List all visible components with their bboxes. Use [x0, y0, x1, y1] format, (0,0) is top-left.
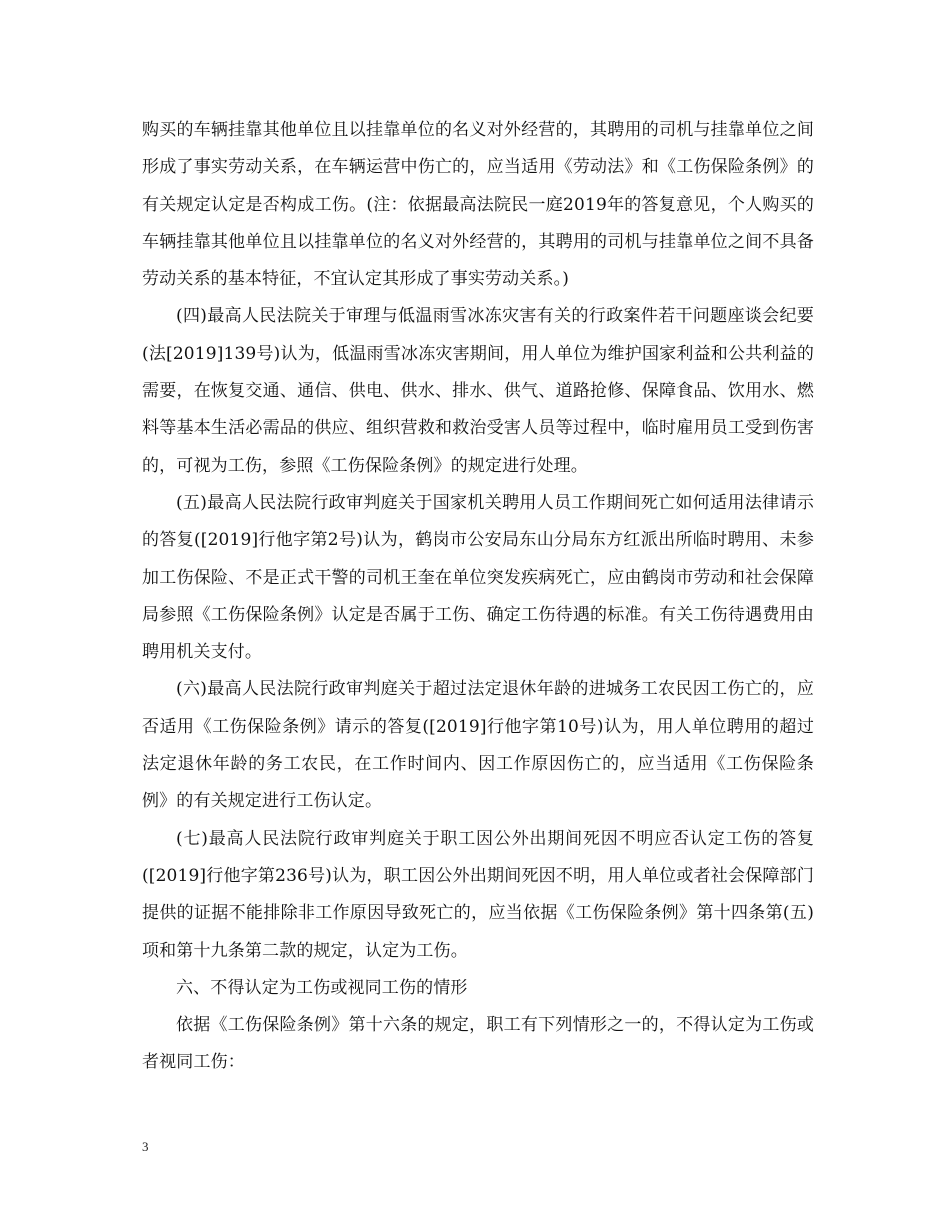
paragraph-item-seven: (七)最高人民法院行政审判庭关于职工因公外出期间死因不明应否认定工伤的答复([2019]行他字第236号)认为，职工因公外出期间死因不明，用人单位或者社会保障部门提供的证据不能排除非工作原因导致死亡的，应当依据《工伤保险条例》第十四条第(五)项和第十九条第二款的规定，认定为工伤。 [142, 828, 814, 961]
section-heading: 六、不得认定为工伤或视同工伤的情形 [176, 977, 468, 998]
paragraph-section-intro: 依据《工伤保险条例》第十六条的规定，职工有下列情形之一的，不得认定为工伤或者视同工伤： [142, 1015, 814, 1073]
paragraph-item-five: (五)最高人民法院行政审判庭关于国家机关聘用人员工作期间死亡如何适用法律请示的答复([2019]行他字第2号)认为，鹤岗市公安局东山分局东方红派出所临时聘用、未参加工伤保险、不是正式干警的司机王奎在单位突发疾病死亡，应由鹤岗市劳动和社会保障局参照《工伤保险条例》认定是否属于工伤、确定工伤待遇的标准。有关工伤待遇费用由聘用机关支付。 [142, 492, 814, 663]
paragraph-continuation: 购买的车辆挂靠其他单位且以挂靠单位的名义对外经营的，其聘用的司机与挂靠单位之间形成了事实劳动关系，在车辆运营中伤亡的，应当适用《劳动法》和《工伤保险条例》的有关规定认定是否构成工伤。(注：依据最高法院民一庭2019年的答复意见，个人购买的车辆挂靠其他单位且以挂靠单位的名义对外经营的，其聘用的司机与挂靠单位之间不具备劳动关系的基本特征，不宜认定其形成了事实劳动关系。) [142, 120, 814, 290]
paragraph-item-six: (六)最高人民法院行政审判庭关于超过法定退休年龄的进城务工农民因工伤亡的，应否适用《工伤保险条例》请示的答复([2019]行他字第10号)认为，用人单位聘用的超过法定退休年龄的务工农民，在工作时间内、因工作原因伤亡的，应当适用《工伤保险条例》的有关规定进行工伤认定。 [142, 679, 814, 812]
page-number: 3 [142, 1139, 149, 1154]
document-body [142, 112, 814, 1082]
paragraph-item-four: (四)最高人民法院关于审理与低温雨雪冰冻灾害有关的行政案件若干问题座谈会纪要(法[2019]139号)认为，低温雨雪冰冻灾害期间，用人单位为维护国家利益和公共利益的需要，在恢复交通、通信、供电、供水、排水、供气、道路抢修、保障食品、饮用水、燃料等基本生活必需品的供应、组织营救和救治受害人员等过程中，临时雇用员工受到伤害的，可视为工伤，参照《工伤保险条例》的规定进行处理。 [142, 306, 814, 476]
